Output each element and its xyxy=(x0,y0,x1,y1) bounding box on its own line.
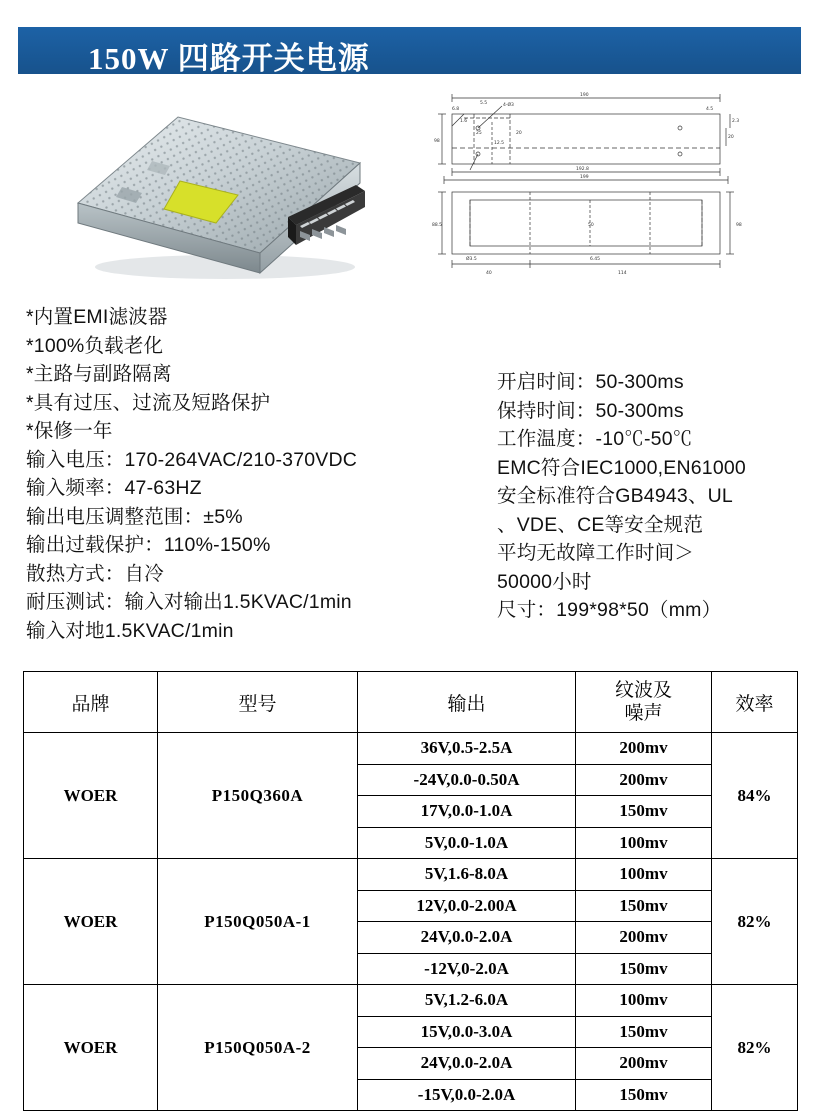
cell-efficiency: 82% xyxy=(712,985,798,1111)
spec-item: 工作温度：-10℃-50℃ xyxy=(497,428,693,450)
cell-ripple: 150mv xyxy=(576,953,712,985)
cell-output: 24V,0.0-2.0A xyxy=(358,1048,576,1080)
header-brand: 品牌 xyxy=(24,672,158,733)
table-row xyxy=(24,859,798,891)
cell-output: 5V,0.0-1.0A xyxy=(358,827,576,859)
cell-output: 5V,1.2-6.0A xyxy=(358,985,576,1017)
page-title: 150W 四路开关电源 xyxy=(88,41,370,76)
cell-model: P150Q360A xyxy=(158,733,358,859)
spec-item: 尺寸：199*98*50（mm） xyxy=(497,599,722,621)
feature-item: *保修一年 xyxy=(26,420,113,442)
svg-text:1.6: 1.6 xyxy=(460,119,468,124)
cell-ripple: 150mv xyxy=(576,1079,712,1111)
svg-text:6.8: 6.8 xyxy=(452,107,460,112)
table-row xyxy=(24,985,798,1017)
header-ripple xyxy=(576,672,712,733)
header-output: 输出 xyxy=(358,672,576,733)
svg-text:5.5: 5.5 xyxy=(480,101,488,106)
feature-item: 输出过载保护：110%-150% xyxy=(26,534,271,556)
svg-text:20: 20 xyxy=(728,135,734,140)
svg-text:40: 40 xyxy=(486,271,492,276)
cell-output: -15V,0.0-2.0A xyxy=(358,1079,576,1111)
feature-item: *具有过压、过流及短路保护 xyxy=(26,391,271,414)
svg-text:6.45: 6.45 xyxy=(590,257,601,262)
feature-item: 散热方式：自冷 xyxy=(26,562,164,585)
cell-output: 15V,0.0-3.0A xyxy=(358,1016,576,1048)
cell-efficiency: 84% xyxy=(712,733,798,859)
header-model: 型号 xyxy=(158,672,358,733)
header-efficiency: 效率 xyxy=(712,672,798,733)
spec-item: 开启时间：50-300ms xyxy=(497,371,684,393)
svg-text:190: 190 xyxy=(580,93,589,98)
product-photo xyxy=(60,95,390,285)
cell-ripple: 100mv xyxy=(576,859,712,891)
svg-text:98: 98 xyxy=(434,139,440,144)
feature-item: *主路与副路隔离 xyxy=(26,363,172,385)
cell-ripple: 200mv xyxy=(576,764,712,796)
cell-output: -24V,0.0-0.50A xyxy=(358,764,576,796)
svg-text:Ø3.5: Ø3.5 xyxy=(466,257,477,262)
svg-text:88.5: 88.5 xyxy=(432,223,443,228)
svg-text:12.5: 12.5 xyxy=(494,141,505,146)
cell-ripple: 100mv xyxy=(576,985,712,1017)
svg-text:4.5: 4.5 xyxy=(706,107,714,112)
cell-output: 5V,1.6-8.0A xyxy=(358,859,576,891)
spec-item: EMC符合IEC1000,EN61000 xyxy=(497,456,746,479)
dimension-drawing xyxy=(430,88,760,283)
feature-item: *内置EMI滤波器 xyxy=(26,306,168,328)
cell-ripple: 150mv xyxy=(576,890,712,922)
feature-item: 输入频率：47-63HZ xyxy=(26,477,202,499)
svg-text:25: 25 xyxy=(476,131,482,136)
cell-ripple: 150mv xyxy=(576,1016,712,1048)
svg-text:114: 114 xyxy=(618,271,627,276)
spec-item: 保持时间：50-300ms xyxy=(497,399,684,422)
cell-output: -12V,0-2.0A xyxy=(358,953,576,985)
table-header-row xyxy=(24,672,798,733)
cell-model: P150Q050A-2 xyxy=(158,985,358,1111)
model-spec-table xyxy=(23,671,798,1111)
svg-text:98: 98 xyxy=(736,223,742,228)
feature-item: 耐压测试：输入对输出1.5KVAC/1min xyxy=(26,591,352,613)
spec-item: 安全标准符合GB4943、UL xyxy=(497,485,733,507)
header-ripple-line2: 噪声 xyxy=(624,703,663,724)
spec-item: 50000小时 xyxy=(497,570,592,593)
spec-item: 平均无故障工作时间＞ xyxy=(497,542,695,564)
feature-item: *100%负载老化 xyxy=(26,334,164,357)
header-ripple-line1: 纹波及 xyxy=(614,680,672,701)
svg-text:2.3: 2.3 xyxy=(732,119,740,124)
table-row xyxy=(24,733,798,765)
cell-output: 36V,0.5-2.5A xyxy=(358,733,576,765)
cell-efficiency: 82% xyxy=(712,859,798,985)
feature-item: 输入对地1.5KVAC/1min xyxy=(26,619,234,642)
spec-list xyxy=(497,368,807,625)
feature-item: 输出电压调整范围：±5% xyxy=(26,505,243,528)
feature-list xyxy=(26,303,476,645)
svg-text:199: 199 xyxy=(580,175,589,180)
cell-output: 17V,0.0-1.0A xyxy=(358,796,576,828)
svg-text:192.8: 192.8 xyxy=(576,167,589,172)
cell-output: 24V,0.0-2.0A xyxy=(358,922,576,954)
svg-text:4-Ø3: 4-Ø3 xyxy=(503,103,514,108)
svg-text:50: 50 xyxy=(588,223,594,228)
cell-ripple: 200mv xyxy=(576,1048,712,1080)
spec-item: 、VDE、CE等安全规范 xyxy=(497,513,704,536)
svg-text:20: 20 xyxy=(516,131,522,136)
cell-ripple: 200mv xyxy=(576,922,712,954)
cell-brand: WOER xyxy=(24,985,158,1111)
cell-output: 12V,0.0-2.00A xyxy=(358,890,576,922)
cell-ripple: 150mv xyxy=(576,796,712,828)
cell-model: P150Q050A-1 xyxy=(158,859,358,985)
cell-brand: WOER xyxy=(24,733,158,859)
cell-brand: WOER xyxy=(24,859,158,985)
cell-ripple: 100mv xyxy=(576,827,712,859)
cell-ripple: 200mv xyxy=(576,733,712,765)
feature-item: 输入电压：170-264VAC/210-370VDC xyxy=(26,448,358,471)
